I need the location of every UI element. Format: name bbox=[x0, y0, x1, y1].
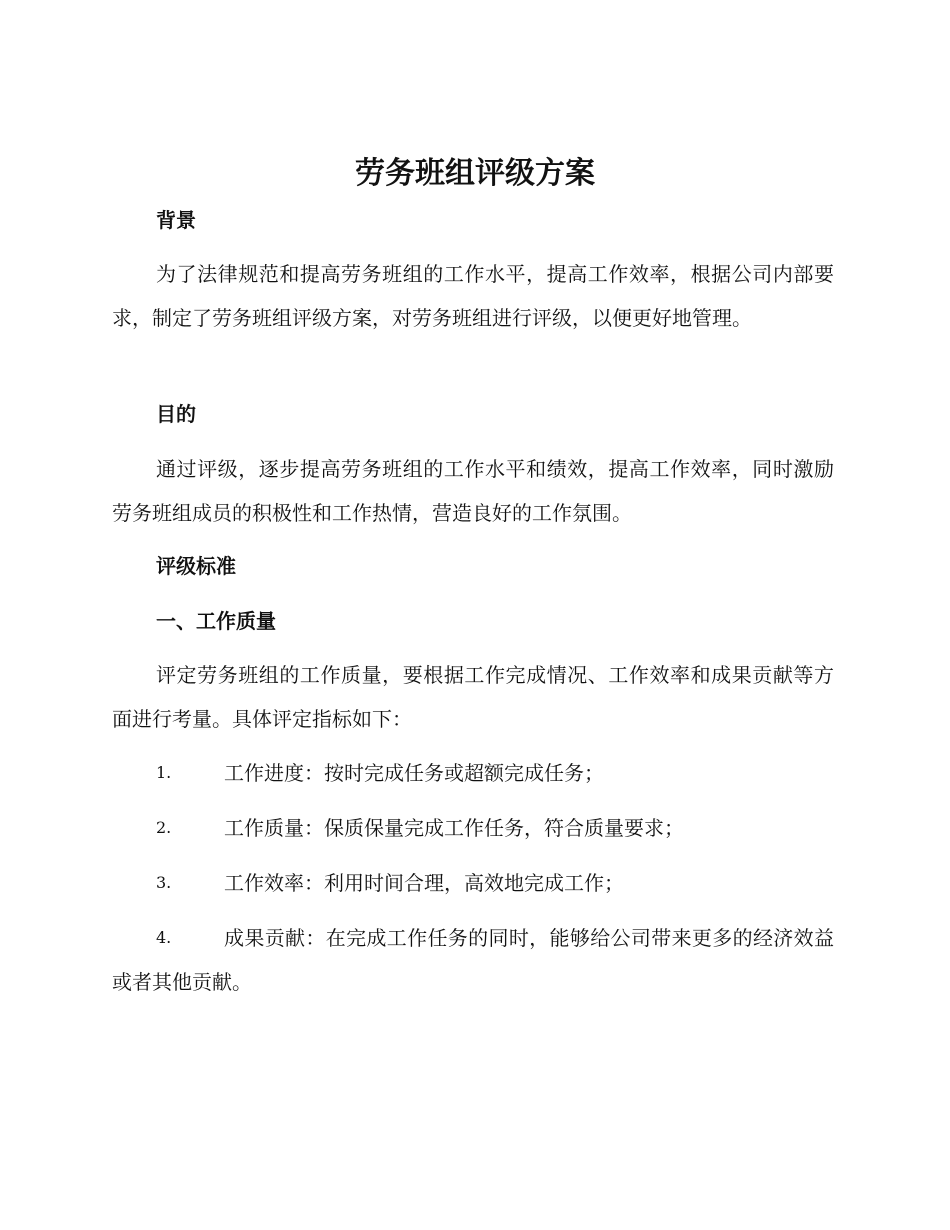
list-item-text: 工作质量：保质保量完成工作任务，符合质量要求； bbox=[224, 816, 684, 840]
list-item-number: 4. bbox=[156, 928, 172, 947]
paragraph-work-quality: 评定劳务班组的工作质量，要根据工作完成情况、工作效率和成果贡献等方面进行考量。具体评定指标如下： bbox=[112, 663, 834, 731]
list-item-text: 成果贡献：在完成工作任务的同时，能够给公司带来更多的经济效益或者其他贡献。 bbox=[112, 926, 834, 994]
heading-purpose: 目的 bbox=[156, 402, 196, 426]
list-item-number: 1. bbox=[156, 763, 172, 782]
heading-background: 背景 bbox=[156, 208, 196, 232]
list-item-number: 3. bbox=[156, 873, 172, 892]
heading-criteria: 评级标准 bbox=[156, 554, 236, 578]
paragraph-background: 为了法律规范和提高劳务班组的工作水平，提高工作效率，根据公司内部要求，制定了劳务班组评级方案，对劳务班组进行评级，以便更好地管理。 bbox=[112, 262, 834, 330]
list-item-text: 工作效率：利用时间合理，高效地完成工作； bbox=[224, 871, 624, 895]
document-title: 劳务班组评级方案 bbox=[355, 156, 595, 191]
list-item-number: 2. bbox=[156, 818, 172, 837]
list-item bbox=[112, 916, 834, 1004]
paragraph-purpose: 通过评级，逐步提高劳务班组的工作水平和绩效，提高工作效率，同时激励劳务班组成员的积极性和工作热情，营造良好的工作氛围。 bbox=[112, 457, 834, 525]
heading-work-quality: 一、工作质量 bbox=[156, 609, 276, 633]
list-item bbox=[112, 806, 834, 850]
list-item-text: 工作进度：按时完成任务或超额完成任务； bbox=[224, 761, 604, 785]
list-item bbox=[112, 751, 834, 795]
list-item bbox=[112, 861, 834, 905]
